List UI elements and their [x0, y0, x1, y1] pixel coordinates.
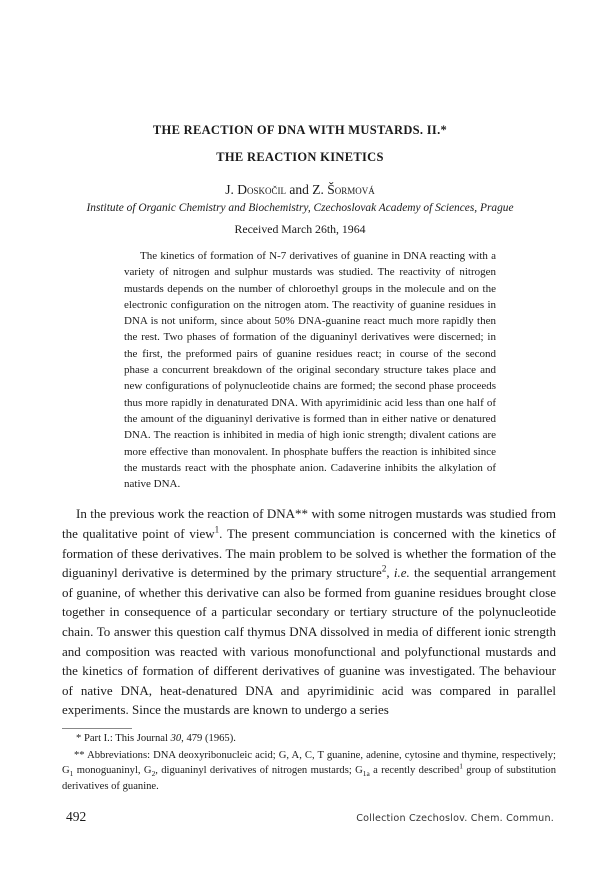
authors — [0, 181, 600, 198]
footnote-2-text: ** Abbreviations: DNA deoxyribonucleic acid; G, A, C, T guanine, adenine, cytosine and thymine, respectively; G — [62, 749, 556, 777]
author-2-name: Šormová — [327, 182, 375, 197]
citation-ref: 2 — [381, 563, 387, 574]
author-conjunction: and — [286, 182, 313, 197]
footnote-2-text: a recently described — [369, 765, 460, 777]
body-text-ie: i.e. — [393, 565, 410, 581]
footnote-2-text: , diguaninyl derivatives of nitrogen mustards; G — [155, 765, 363, 777]
journal-name: Collection Czechoslov. Chem. Commun. — [356, 813, 554, 825]
author-2-initial: Z. — [312, 182, 328, 197]
subscript: 2 — [151, 769, 156, 779]
abstract: The kinetics of formation of N-7 derivatives of guanine in DNA reacting with a variety of nitrogen and sulphur mustards was studied. The reactivity of nitrogen mustards depends on the number of chloroethyl groups in the molecule and on the electronic configuration on the nitrogen atom. The reactivity of guanine residues in DNA is not uniform, since about 50% DNA-guanine react much more rapidly then the rest. Two phases of formation of the diguaninyl derivatives were discerned; in the first, the preformed pairs of guanine residues react; in course of the second phase a concurrent breakdown of the original secondary structure takes place and new configurations of polynucleotide chains are formed; the second phase proceeds thus more rapidly in denaturated DNA. With apyrimidinic acid less than one half of the amount of the diguaninyl derivative is formed than in either native or denatured DNA. The reaction is inhibited in media of high ionic strength; divalent cations are more effective than monovalent. In phosphate buffers the reaction is inhibited since the mustards react with the phosphate anion. Cadaverine inhibits the alkylation of native DNA. — [124, 250, 496, 491]
author-1-name: Doskočil — [237, 182, 286, 197]
affiliation: Institute of Organic Chemistry and Biochemistry, Czechoslovak Academy of Sciences, Prague — [86, 202, 514, 214]
received-date: Received March 26th, 1964 — [234, 222, 366, 236]
footnote-2-text: group of substitution derivatives of guanine. — [62, 765, 556, 792]
body-text-1: In the previous work the reaction of DNA** with some nitrogen mustards was studied from the qualitative point of view — [62, 506, 556, 542]
footnote-1-text-end: , 479 (1965). — [181, 732, 236, 744]
subscript: 1 — [69, 769, 74, 779]
article-title-line-1: THE REACTION OF DNA WITH MUSTARDS. II.* — [152, 123, 448, 137]
article-title-line-2: THE REACTION KINETICS — [216, 150, 384, 164]
body-text-4: the sequential arrangement of guanine, of whether this derivative can also be formed from guanine residues brought close together in consequence of a particular secondary or tertiary structure of the polynucleotide chain. To answer this question calf thymus DNA dissolved in media of different ionic strength and composition was reacted with various monofunctional and polyfunctional mustards and the kinetics of formation of different derivatives of guanine was investigated. The behaviour of native DNA, heat-denatured DNA and apyrimidinic acid was compared in parallel experiments. Since the mustards are known to undergo a series — [62, 565, 556, 718]
footnote-1 — [62, 731, 556, 747]
footnote-2-text: monoguaninyl, G — [73, 765, 152, 777]
author-1-initial: J. — [225, 182, 238, 197]
body-paragraph — [62, 504, 556, 720]
footnote-2 — [62, 748, 556, 795]
page-number: 492 — [66, 809, 87, 825]
page-footer — [66, 808, 554, 825]
citation-ref: 1 — [214, 524, 220, 535]
subscript: 1a — [362, 769, 370, 779]
body-text-3: , — [386, 565, 394, 581]
body-text-2: . The present communciation is concerned with the kinetics of formation of these derivatives. The main problem to be solved is whether the formation of the diguaninyl derivative is determined by the primary structure — [62, 526, 556, 581]
footnote-1-volume: 30 — [170, 732, 182, 744]
footnote-divider — [62, 728, 132, 729]
citation-ref: 1 — [459, 761, 463, 771]
footnote-1-text: * Part I.: This Journal — [76, 732, 171, 744]
